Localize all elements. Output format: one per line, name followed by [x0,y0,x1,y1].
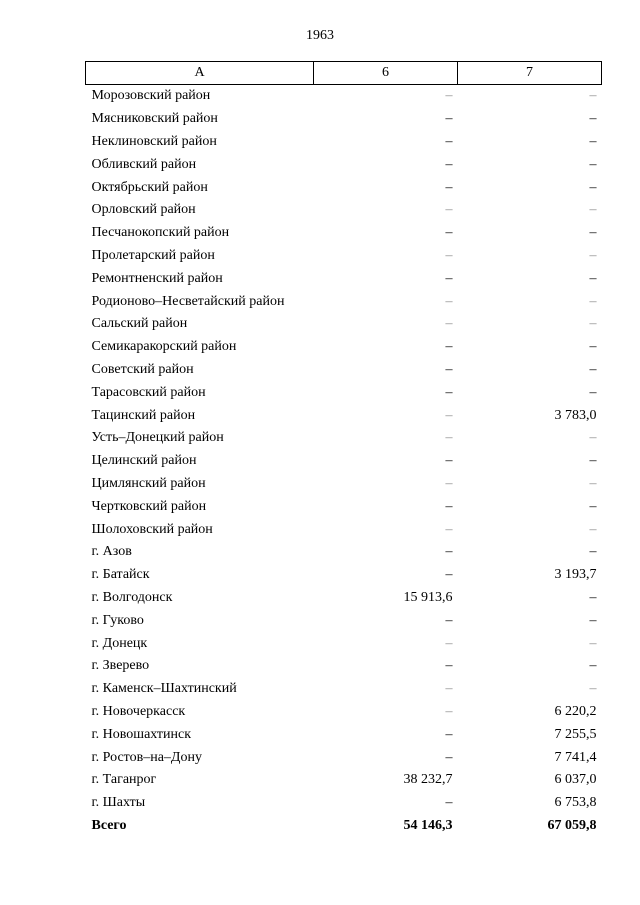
table-row [86,769,602,792]
row-value-7: – [589,225,597,241]
row-value-7: 6 037,0 [554,772,597,788]
row-value-6: – [445,453,453,469]
row-value-7: – [589,111,597,127]
row-name: г. Новошахтинск [91,726,192,742]
row-value-6: – [445,430,453,446]
row-name: Чертковский район [91,498,207,514]
table-row [86,313,602,336]
row-value-7: 6 753,8 [554,795,597,811]
table-row [86,632,602,655]
row-value-7: – [589,202,597,218]
row-value-6: 15 913,6 [403,589,453,605]
row-name: Советский район [91,361,194,377]
row-value-6: – [445,179,453,195]
row-name: г. Каменск–Шахтинский [91,681,237,697]
table-row [86,222,602,245]
column-header-7: 7 [458,62,602,85]
row-name: г. Шахты [91,795,146,811]
column-header-6: 6 [314,62,458,85]
row-value-6: – [445,133,453,149]
data-table [85,61,602,837]
row-name: Тарасовский район [91,384,206,400]
row-value-7: – [589,88,597,104]
row-name: Родионово–Несветайский район [91,293,285,309]
row-value-6: – [445,612,453,628]
table-row [86,655,602,678]
row-name: Орловский район [91,202,196,218]
table-row [86,131,602,154]
table-row [86,723,602,746]
row-value-7: 3 193,7 [554,567,597,583]
table-row [86,450,602,473]
row-name: Морозовский район [91,88,211,104]
row-name: Целинский район [91,453,197,469]
total-label: Всего [91,817,127,833]
row-name: г. Волгодонск [91,589,173,605]
row-value-6: – [445,544,453,560]
row-value-7: 7 741,4 [554,749,597,765]
row-value-7: 6 220,2 [554,703,597,719]
row-name: г. Гуково [91,612,144,628]
row-value-7: – [589,384,597,400]
table-row [86,359,602,382]
row-name: Обливский район [91,156,197,172]
row-name: Усть–Донецкий район [91,430,224,446]
row-name: Пролетарский район [91,247,215,263]
row-value-7: – [589,681,597,697]
row-value-7: – [589,453,597,469]
table-row [86,108,602,131]
row-value-6: – [445,567,453,583]
page-number: 1963 [306,28,334,43]
table-row [86,792,602,815]
table-row [86,404,602,427]
row-value-6: – [445,156,453,172]
row-name: г. Азов [91,544,132,560]
row-value-7: – [589,430,597,446]
table-row [86,518,602,541]
table-row [86,290,602,313]
row-value-6: – [445,270,453,286]
row-value-6: – [445,361,453,377]
table-row [86,267,602,290]
row-value-7: – [589,475,597,491]
row-name: Семикаракорский район [91,339,237,355]
row-name: Сальский район [91,316,188,332]
row-name: г. Зверево [91,658,150,674]
row-value-6: – [445,247,453,263]
table-row [86,176,602,199]
row-value-7: – [589,658,597,674]
table-row [86,746,602,769]
row-value-7: – [589,498,597,514]
row-name: Тацинский район [91,407,196,423]
row-value-6: – [445,111,453,127]
table-row [86,381,602,404]
row-value-7: – [589,133,597,149]
row-value-6: – [445,795,453,811]
row-value-6: – [445,293,453,309]
row-name: Октябрьский район [91,179,208,195]
table-row [86,609,602,632]
row-value-6: – [445,475,453,491]
table-row [86,199,602,222]
table-row [86,427,602,450]
row-name: Песчанокопский район [91,225,230,241]
row-value-6: – [445,681,453,697]
row-value-7: – [589,635,597,651]
row-value-6: 38 232,7 [403,772,453,788]
table-row [86,245,602,268]
table-header-row [86,62,602,85]
row-value-7: – [589,361,597,377]
row-value-6: – [445,316,453,332]
table-row [86,336,602,359]
row-value-7: 3 783,0 [554,407,597,423]
row-value-6: – [445,407,453,423]
row-value-6: – [445,726,453,742]
row-value-6: – [445,202,453,218]
row-value-7: – [589,179,597,195]
row-value-7: – [589,293,597,309]
row-value-7: – [589,316,597,332]
table-row [86,587,602,610]
table-row [86,85,602,108]
table-row [86,495,602,518]
row-name: г. Донецк [91,635,148,651]
row-value-7: – [589,521,597,537]
table-row [86,701,602,724]
row-value-7: – [589,270,597,286]
row-value-7: – [589,339,597,355]
total-value-6: 54 146,3 [403,817,453,833]
row-value-6: – [445,703,453,719]
row-value-6: – [445,749,453,765]
total-row [86,815,602,838]
row-value-7: – [589,247,597,263]
column-header-name: А [86,62,314,85]
row-name: Шолоховский район [91,521,213,537]
row-name: Мясниковский район [91,111,218,127]
row-value-7: 7 255,5 [554,726,597,742]
row-name: г. Новочеркасск [91,703,186,719]
row-value-6: – [445,384,453,400]
table-body [86,85,602,838]
row-value-6: – [445,225,453,241]
row-value-6: – [445,521,453,537]
row-value-7: – [589,544,597,560]
table-row [86,153,602,176]
row-value-6: – [445,88,453,104]
row-value-6: – [445,498,453,514]
row-value-7: – [589,589,597,605]
row-value-6: – [445,339,453,355]
row-value-6: – [445,635,453,651]
row-name: Ремонтненский район [91,270,223,286]
row-name: Цимлянский район [91,475,206,491]
row-name: г. Батайск [91,567,150,583]
total-value-7: 67 059,8 [547,817,597,833]
row-value-7: – [589,612,597,628]
row-value-7: – [589,156,597,172]
row-name: г. Ростов–на–Дону [91,749,202,765]
table-row [86,473,602,496]
table-row [86,678,602,701]
row-name: г. Таганрог [91,772,157,788]
row-value-6: – [445,658,453,674]
row-name: Неклиновский район [91,133,217,149]
table-row [86,564,602,587]
table-row [86,541,602,564]
